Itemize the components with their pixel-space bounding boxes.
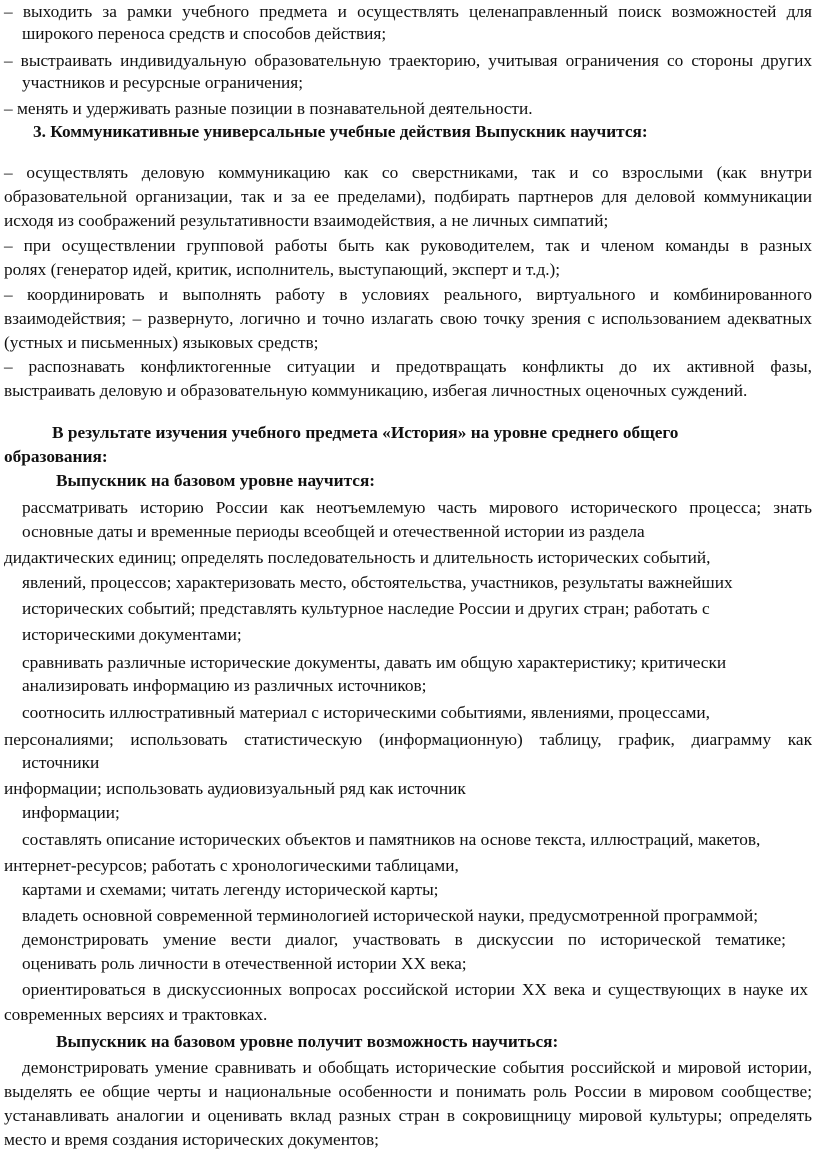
text-line: ролях (генератор идей, критик, исполнитель, выступающий, эксперт и т.д.); [4,260,561,279]
text-line: – координировать и выполнять работу в условиях реального, виртуального и комбинированного [4,285,812,304]
text-line: – распознавать конфликтогенные ситуации и предотвращать конфликты до их активной фазы, [4,357,812,376]
text-line: устанавливать аналогии и оценивать вклад разных стран в сокровищницу мировой культуры; определять [4,1106,812,1125]
section-heading: В результате изучения учебного предмета «История» на уровне среднего общего [52,423,679,442]
text-line: – менять и удерживать разные позиции в познавательной деятельности. [4,99,533,118]
text-line: историческими документами; [22,625,242,644]
text-line: интернет-ресурсов; работать с хронологическими таблицами, [4,856,459,875]
text-line: сравнивать различные исторические документы, давать им общую характеристику; критически [22,653,727,672]
text-line: дидактических единиц; определять последовательность и длительность исторических событий, [4,548,711,567]
text-line: место и время создания исторических документов; [4,1130,379,1149]
text-line: участников и ресурсные ограничения; [22,73,304,92]
text-line: источники [22,753,100,772]
text-line: взаимодействия; – развернуто, логично и точно излагать свою точку зрения с использованием адекватных [4,309,812,328]
text-line: – при осуществлении групповой работы быть как руководителем, так и членом команды в разных [4,236,812,255]
text-line: выстраивать деловую и образовательную коммуникацию, избегая личностных оценочных суждений. [4,381,748,400]
text-line: – выстраивать индивидуальную образовательную траекторию, учитывая ограничения со стороны других [4,51,812,70]
text-line: – выходить за рамки учебного предмета и осуществлять целенаправленный поиск возможностей для [4,2,812,21]
text-line: соотносить иллюстративный материал с историческими событиями, явлениями, процессами, [22,703,710,722]
text-line: картами и схемами; читать легенду исторической карты; [22,880,439,899]
text-line: информации; [22,803,120,822]
text-line: персоналиями; использовать статистическую (информационную) таблицу, график, диаграмму как [4,730,812,749]
section-heading: образования: [4,447,108,466]
text-line: демонстрировать умение вести диалог, участвовать в дискуссии по исторической тематике; [22,930,786,949]
text-line: современных версиях и трактовках. [4,1005,268,1024]
text-line: рассматривать историю России как неотъемлемую часть мирового исторического процесса; знать [22,498,812,517]
text-line: исторических событий; представлять культурное наследие России и других стран; работать с [22,599,710,618]
text-line: анализировать информацию из различных источников; [22,676,427,695]
text-line: явлений, процессов; характеризовать место, обстоятельства, участников, результаты важнейших [22,573,733,592]
text-line: владеть основной современной терминологией исторической науки, предусмотренной программой; [22,906,759,925]
text-line: широкого переноса средств и способов действия; [22,24,387,43]
text-line: (устных и письменных) языковых средств; [4,333,319,352]
text-line: ориентироваться в дискуссионных вопросах российской истории XX века и существующих в науке их [22,980,808,999]
text-line: образовательной организации, так и за ее пределами), подбирать партнеров для деловой коммуникации [4,187,812,206]
text-line: – осуществлять деловую коммуникацию как со сверстниками, так и со взрослыми (как внутри [4,163,812,182]
text-line: выделять ее общие черты и национальные особенности и понимать роль России в мировом сообществе; [4,1082,812,1101]
text-line: демонстрировать умение сравнивать и обобщать исторические события российской и мировой истории, [22,1058,812,1077]
text-line: информации; использовать аудиовизуальный ряд как источник [4,779,466,798]
text-line: основные даты и временные периоды всеобщей и отечественной истории из раздела [22,522,645,541]
text-line: составлять описание исторических объектов и памятников на основе текста, иллюстраций, макетов, [22,830,761,849]
text-line: исходя из соображений результативности взаимодействия, а не личных симпатий; [4,211,609,230]
text-line: оценивать роль личности в отечественной истории XX века; [22,954,467,973]
subsection-heading: Выпускник на базовом уровне получит возможность научиться: [56,1032,559,1051]
section-heading: 3. Коммуникативные универсальные учебные действия Выпускник научится: [33,122,648,141]
subsection-heading: Выпускник на базовом уровне научится: [56,471,376,490]
